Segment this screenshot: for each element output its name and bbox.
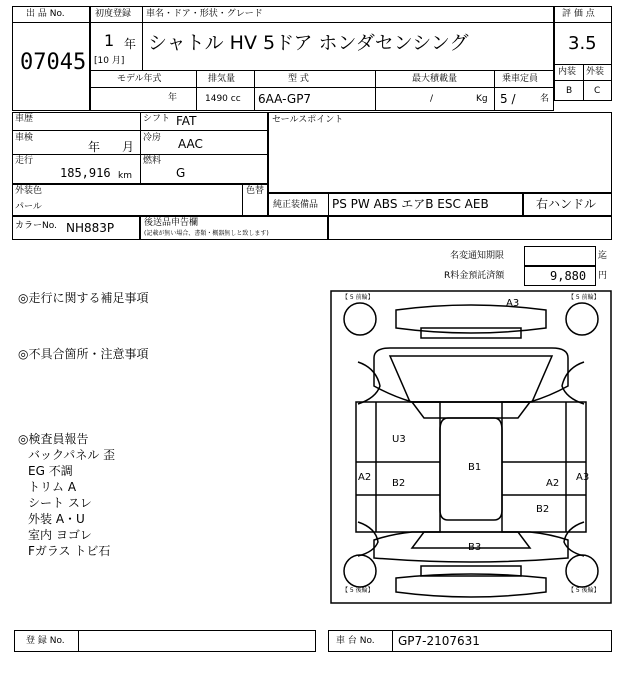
wheel-front-left bbox=[344, 303, 376, 335]
chassis-no-label: 車 台 No. bbox=[336, 636, 375, 646]
mark-b3: B3 bbox=[468, 542, 482, 553]
displacement-value: 1490 cc bbox=[205, 94, 241, 104]
equipment-label: 純正装備品 bbox=[273, 200, 319, 210]
windshield bbox=[412, 402, 530, 418]
mileage-label: 走行 bbox=[15, 156, 34, 166]
sales-point-label: セールスポイント bbox=[272, 115, 344, 125]
fuel-value: G bbox=[176, 166, 186, 180]
year-unit: 年 bbox=[124, 37, 137, 51]
mark-b2-left: B2 bbox=[392, 478, 406, 489]
mark-a2-left: A2 bbox=[358, 472, 372, 483]
capacity-label: 乗車定員 bbox=[502, 74, 539, 84]
color-no-label: カラーNo. bbox=[15, 221, 57, 231]
lot-number: 07045 bbox=[20, 50, 87, 75]
model-value: 6AA-GP7 bbox=[258, 92, 312, 106]
wheel-front-right bbox=[566, 303, 598, 335]
inspector-report-label: ◎検査員報告 bbox=[18, 432, 89, 446]
inspection-month-unit: 月 bbox=[122, 140, 135, 154]
wheel-rear-left bbox=[344, 555, 376, 587]
interior-grade: B bbox=[566, 86, 573, 96]
fuel-label: 燃料 bbox=[143, 156, 162, 166]
tag-top-right: 【 5 前輪】 bbox=[568, 294, 600, 301]
first-reg-month: [10 月] bbox=[94, 56, 125, 66]
recycle-amount: 9,880 bbox=[550, 269, 587, 283]
side-left bbox=[356, 402, 440, 532]
inspector-item: 室内 ヨゴレ bbox=[28, 528, 92, 542]
score-value: 3.5 bbox=[568, 33, 597, 54]
inspector-item: バックパネル 歪 bbox=[28, 448, 116, 462]
history-label: 車歴 bbox=[15, 114, 34, 124]
name-change-unit: 迄 bbox=[598, 251, 608, 261]
mark-b2-right: B2 bbox=[536, 504, 550, 515]
defect-notes-label: ◎不具合箇所・注意事項 bbox=[18, 347, 149, 361]
exterior-label: 外装 bbox=[586, 67, 605, 77]
ac-label: 冷房 bbox=[143, 133, 162, 143]
car-name-label: 車名・ドア・形状・グレード bbox=[146, 9, 263, 19]
inspector-item: EG 不調 bbox=[28, 464, 73, 478]
inspection-year-unit: 年 bbox=[88, 140, 101, 154]
color-no-value: NH883P bbox=[66, 221, 115, 235]
exterior-color-value: パール bbox=[15, 202, 42, 212]
inspector-item: Fガラス トビ石 bbox=[28, 544, 111, 558]
recycle-unit: 円 bbox=[598, 271, 608, 281]
model-year-unit: 年 bbox=[168, 93, 178, 103]
capacity-unit: 名 bbox=[540, 94, 550, 104]
recycle-label: R料金預託済額 bbox=[444, 271, 505, 281]
tag-top-left: 【 5 前輪】 bbox=[342, 294, 374, 301]
driving-notes-label: ◎走行に関する補足事項 bbox=[18, 291, 149, 305]
interior-label: 内装 bbox=[558, 67, 577, 77]
max-load-unit: Kg bbox=[476, 94, 488, 104]
first-reg-year: 1 bbox=[104, 31, 115, 50]
inspector-item: トリム A bbox=[28, 480, 77, 494]
docs-value-box bbox=[328, 216, 612, 240]
capacity-value: 5 / bbox=[500, 92, 516, 106]
wheel-rear-right bbox=[566, 555, 598, 587]
max-load-label: 最大積載量 bbox=[412, 74, 458, 84]
mileage-unit: km bbox=[118, 171, 132, 181]
exterior-color-label: 外装色 bbox=[15, 186, 43, 196]
displacement-label: 排気量 bbox=[208, 74, 236, 84]
mark-a3-right: A3 bbox=[576, 472, 590, 483]
docs-note: (記載が無い場合、書類・概器無しと致します) bbox=[144, 230, 269, 237]
inspector-item: 外装 A・U bbox=[28, 512, 85, 526]
shift-label: シフト bbox=[143, 114, 171, 124]
tag-bottom-left: 【 5 後輪】 bbox=[342, 587, 374, 594]
docs-label: 後送品申告欄 bbox=[144, 218, 199, 228]
inspector-item: シート スレ bbox=[28, 496, 92, 510]
inspector-items bbox=[28, 447, 115, 559]
color-change-label: 色替 bbox=[246, 186, 265, 196]
shift-value: FAT bbox=[176, 114, 197, 128]
model-label: 型 式 bbox=[288, 74, 309, 84]
mark-a2-right: A2 bbox=[546, 478, 560, 489]
inspection-label: 車検 bbox=[15, 133, 34, 143]
car-damage-diagram bbox=[330, 290, 612, 604]
rear-bumper bbox=[396, 574, 546, 597]
max-load-slash: / bbox=[430, 94, 434, 104]
reg-no-label: 登 録 No. bbox=[26, 636, 65, 646]
exterior-grade: C bbox=[594, 86, 601, 96]
name-change-label: 名変通知期限 bbox=[450, 251, 505, 261]
lot-label: 出 品 No. bbox=[26, 9, 65, 19]
equipment-value: PS PW ABS エアB ESC AEB bbox=[332, 197, 489, 211]
mark-b1: B1 bbox=[468, 462, 482, 473]
name-change-box bbox=[524, 246, 596, 266]
ac-value: AAC bbox=[178, 137, 203, 151]
hood-line bbox=[390, 356, 552, 402]
car-name: シャトル HV 5ドア ホンダセンシング bbox=[148, 32, 469, 54]
score-label: 評 価 点 bbox=[562, 9, 595, 19]
mark-u3: U3 bbox=[392, 434, 406, 445]
tag-bottom-right: 【 5 後輪】 bbox=[568, 587, 600, 594]
front-fender-left bbox=[358, 362, 380, 404]
steering-value: 右ハンドル bbox=[536, 197, 597, 211]
model-year-label: モデル年式 bbox=[117, 74, 162, 84]
first-reg-label: 初度登録 bbox=[95, 9, 132, 19]
exterior-color-box bbox=[12, 184, 268, 216]
mark-a3-front: A3 bbox=[506, 298, 520, 309]
mileage-value: 185,916 bbox=[60, 166, 111, 180]
chassis-no-value: GP7-2107631 bbox=[398, 634, 480, 648]
front-bumper bbox=[396, 305, 546, 333]
front-fender-right bbox=[562, 362, 584, 404]
